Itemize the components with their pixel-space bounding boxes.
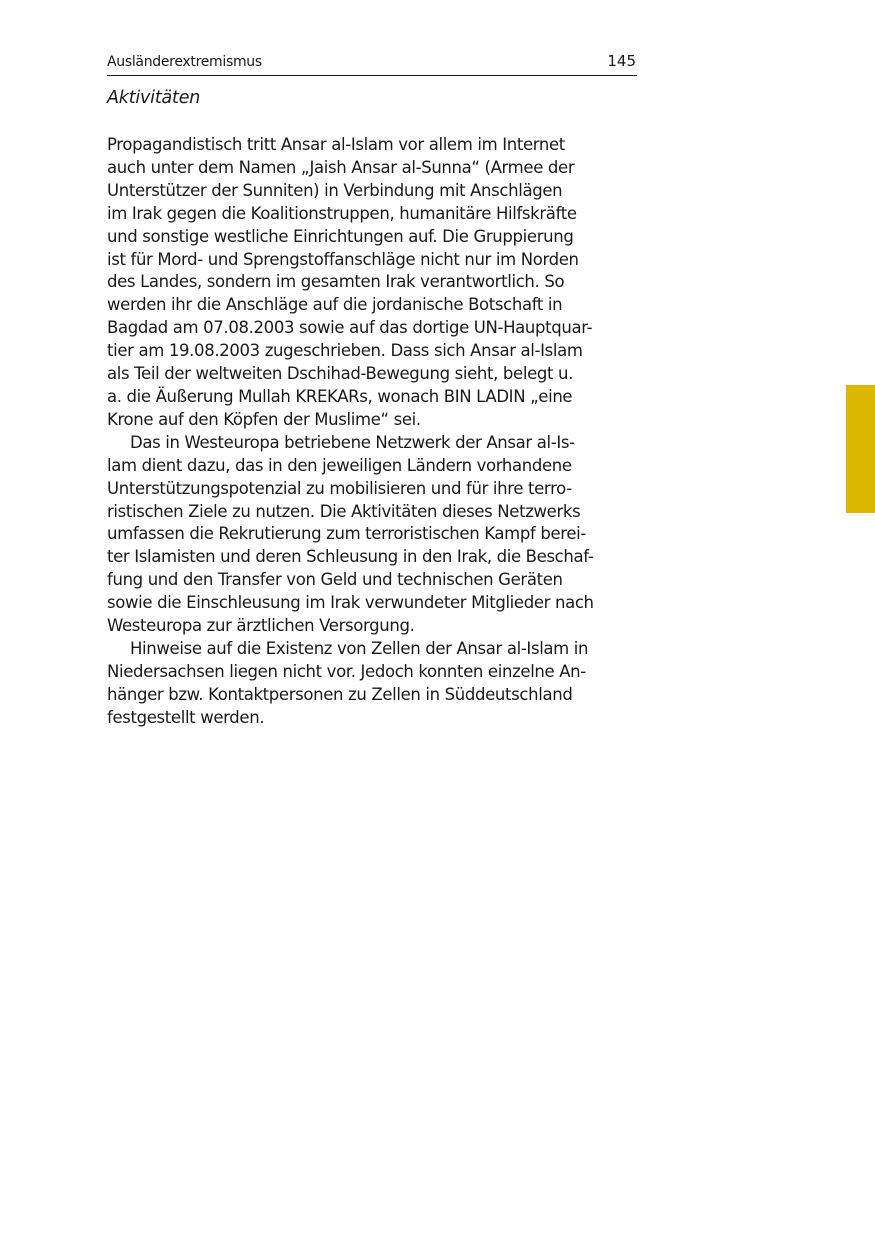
text-line: hänger bzw. Kontaktpersonen zu Zellen in Süddeutschland [107,684,573,704]
page-header [107,50,637,76]
text-line: Unterstützungspotenzial zu mobilisieren und für ihre terro- [107,478,572,498]
text-line: Hinweise auf die Existenz von Zellen der Ansar al-Islam in [130,638,589,658]
text-line: ristischen Ziele zu nutzen. Die Aktivitäten dieses Netzwerks [107,501,581,521]
paragraph-3 [107,638,647,730]
text-line: Propagandistisch tritt Ansar al-Islam vor allem im Internet [107,135,565,154]
text-line: und sonstige westliche Einrichtungen auf. Die Gruppierung [107,226,574,246]
text-line: Das in Westeuropa betriebene Netzwerk der Ansar al-Is- [130,432,575,452]
text-line: a. die Äußerung Mullah KREKARs, wonach BIN LADIN „eine [107,386,573,406]
text-line: umfassen die Rekrutierung zum terroristischen Kampf berei- [107,524,586,544]
text-line: Krone auf den Köpfen der Muslime“ sei. [107,409,421,429]
text-line: sowie die Einschleusung im Irak verwundeter Mitglieder nach [107,593,594,613]
body-text [107,134,647,730]
page-number: 145 [607,52,636,70]
text-line: Westeuropa zur ärztlichen Versorgung. [107,616,415,636]
text-line: als Teil der weltweiten Dschihad-Bewegung sieht, belegt u. [107,364,574,384]
text-line: werden ihr die Anschläge auf die jordanische Botschaft in [107,295,563,315]
text-line: im Irak gegen die Koalitionstruppen, humanitäre Hilfskräfte [107,203,577,223]
text-line: ter Islamisten und deren Schleusung in den Irak, die Beschaf- [107,547,594,567]
section-title: Aktivitäten [107,88,201,108]
text-line: des Landes, sondern im gesamten Irak verantwortlich. So [107,272,565,292]
running-head: Ausländerextremismus [107,54,262,70]
text-line: tier am 19.08.2003 zugeschrieben. Dass sich Ansar al-Islam [107,341,583,361]
text-line: lam dient dazu, das in den jeweiligen Ländern vorhandene [107,455,572,475]
text-line: auch unter dem Namen „Jaish Ansar al-Sunna“ (Armee der [107,157,575,177]
text-line: Niedersachsen liegen nicht vor. Jedoch konnten einzelne An- [107,661,586,681]
text-line: Bagdad am 07.08.2003 sowie auf das dortige UN-Hauptquar- [107,318,593,338]
text-line: festgestellt werden. [107,707,265,727]
text-line: ist für Mord- und Sprengstoffanschläge nicht nur im Norden [107,249,579,269]
paragraph-1 [107,134,647,432]
chapter-side-tab [846,385,875,513]
paragraph-2 [107,432,647,638]
text-line: fung und den Transfer von Geld und technischen Geräten [107,570,563,590]
text-line: Unterstützer der Sunniten) in Verbindung mit Anschlägen [107,180,563,200]
